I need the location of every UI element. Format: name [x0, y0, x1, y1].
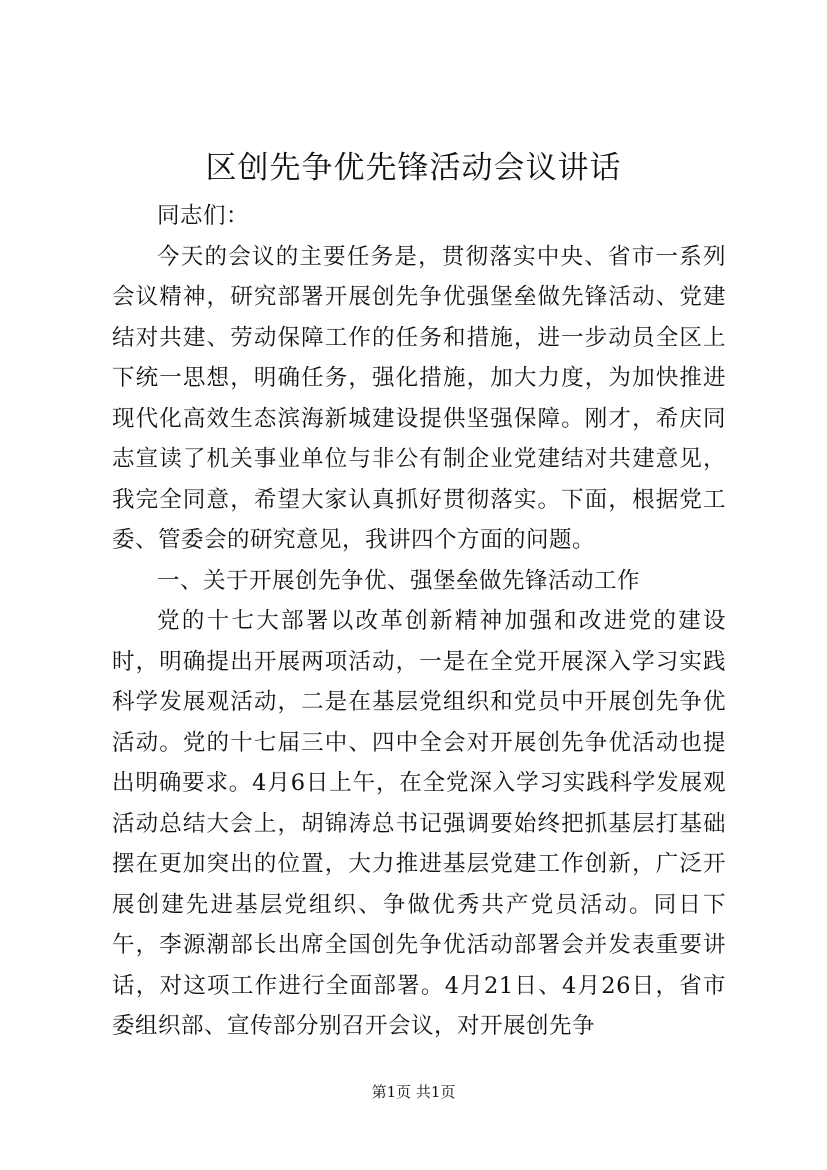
document-title: 区创先争优先锋活动会议讲话 — [205, 150, 622, 186]
paragraph-section-1: 党的十七大部署以改革创新精神加强和改进党的建设时，明确提出开展两项活动，一是在全党开展深入学习实践科学发展观活动，二是在基层党组织和党员中开展创先争优活动。党的十七届三中、四中全会对开展创先争优活动也提出明确要求。4月6日上午，在全党深入学习实践科学发展观活动总结大会上，胡锦涛总书记强调要始终把抓基层打基础摆在更加突出的位置，大力推进基层党建工作创新，广泛开展创建先进基层党组织、争做优秀共产党员活动。同日下午，李源潮部长出席全国创先争优活动部署会并发表重要讲话，对这项工作进行全面部署。4月21日、4月26日，省市委组织部、宣传部分别召开会议，对开展创先争 — [112, 608, 726, 1039]
salutation: 同志们： — [157, 203, 250, 229]
document-body — [112, 196, 726, 1047]
page-footer: 第1页 共1页 — [371, 1083, 456, 1101]
paragraph-intro: 今天的会议的主要任务是，贯彻落实中央、省市一系列会议精神，研究部署开展创先争优强堡垒做先锋活动、党建结对共建、劳动保障工作的任务和措施，进一步动员全区上下统一思想，明确任务，强化措施，加大力度，为加快推进现代化高效生态滨海新城建设提供坚强保障。刚才，希庆同志宣读了机关事业单位与非公有制企业党建结对共建意见，我完全同意，希望大家认真抓好贯彻落实。下面，根据党工委、管委会的研究意见，我讲四个方面的问题。 — [112, 243, 726, 553]
section-heading-1: 一、关于开展创先争优、强堡垒做先锋活动工作 — [157, 567, 641, 594]
